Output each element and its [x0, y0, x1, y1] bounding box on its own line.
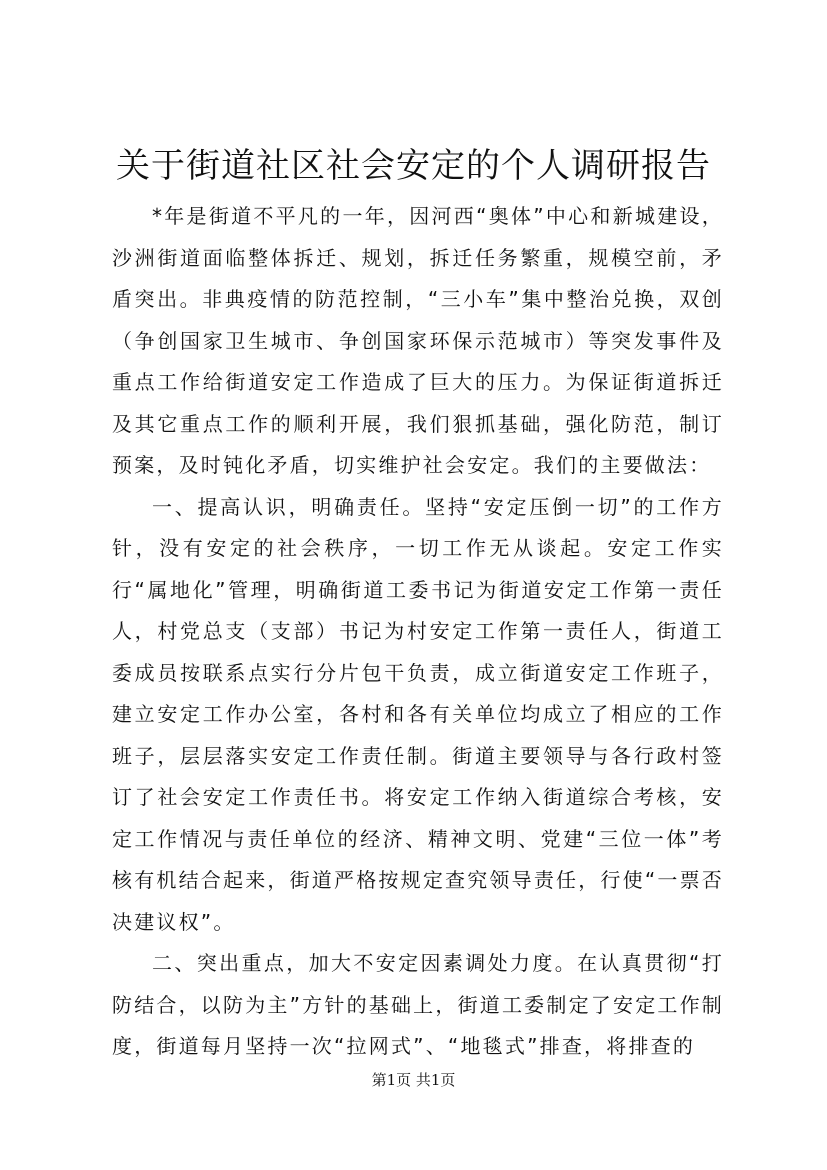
- paragraph-section-2: 二、突出重点，加大不安定因素调处力度。在认真贯彻“打防结合，以防为主”方针的基础上，街道工委制定了安定工作制度，街道每月坚持一次“拉网式”、“地毯式”排查，将排查的: [112, 951, 724, 1058]
- paragraph-intro: *年是街道不平凡的一年，因河西“奥体”中心和新城建设，沙洲街道面临整体拆迁、规划，拆迁任务繁重，规模空前，矛盾突出。非典疫情的防范控制，“三小车”集中整治兑换，双创（争创国家卫生城市、争创国家环保示范城市）等突发事件及重点工作给街道安定工作造成了巨大的压力。为保证街道拆迁及其它重点工作的顺利开展，我们狠抓基础，强化防范，制订预案，及时钝化矛盾，切实维护社会安定。我们的主要做法：: [112, 204, 724, 477]
- paragraph-section-1: 一、提高认识，明确责任。坚持“安定压倒一切”的工作方针，没有安定的社会秩序，一切工作无从谈起。安定工作实行“属地化”管理，明确街道工委书记为街道安定工作第一责任人，村党总支（支部）书记为村安定工作第一责任人，街道工委成员按联系点实行分片包干负责，成立街道安定工作班子，建立安定工作办公室，各村和各有关单位均成立了相应的工作班子，层层落实安定工作责任制。街道主要领导与各行政村签订了社会安定工作责任书。将安定工作纳入街道综合考核，安定工作情况与责任单位的经济、精神文明、党建“三位一体”考核有机结合起来，街道严格按规定查究领导责任，行使“一票否决建议权”。: [112, 494, 724, 934]
- page-number-footer: 第1页 共1页: [371, 1071, 456, 1089]
- document-title: 关于街道社区社会安定的个人调研报告: [116, 146, 711, 186]
- document-body: [112, 196, 724, 1068]
